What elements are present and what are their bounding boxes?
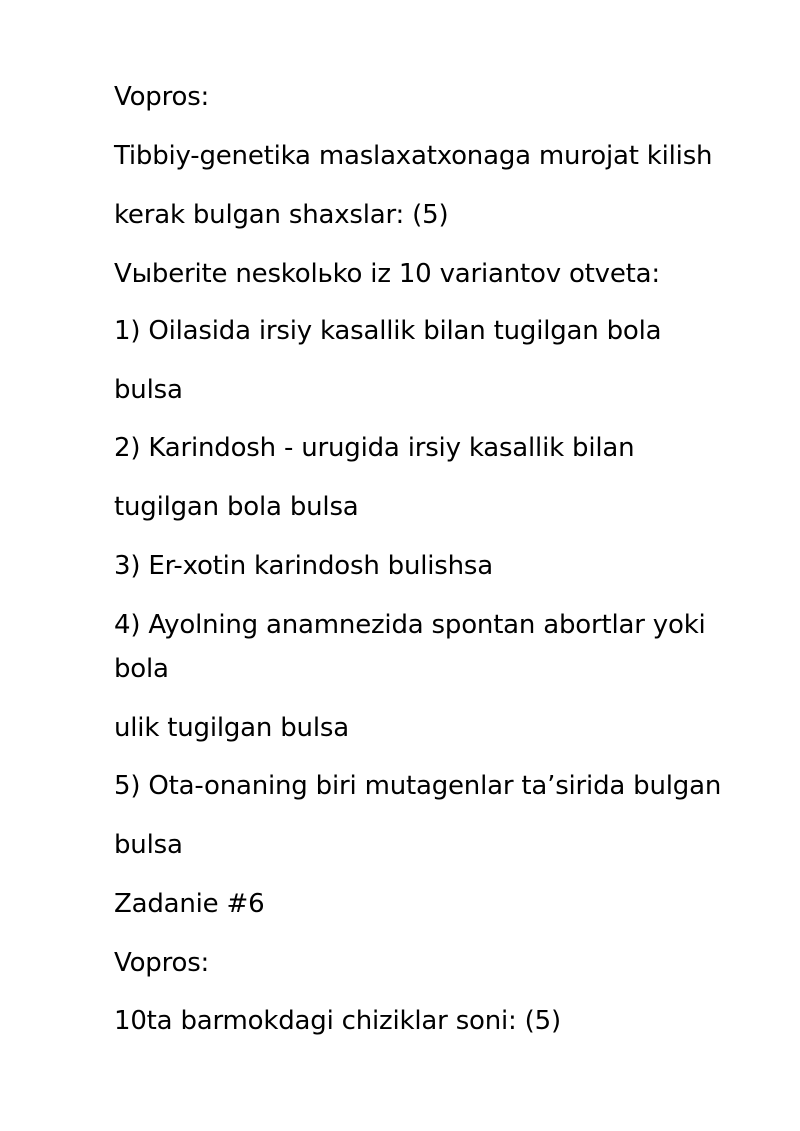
answer-instruction: Vыberite neskolьko iz 10 variantov otveta: — [114, 259, 660, 289]
option-1-line-2: bulsa — [114, 375, 183, 405]
question-heading-2: Vopros: — [114, 948, 210, 978]
option-4-line-1: 4) Ayolning anamnezida spontan abortlar yoki — [114, 610, 706, 640]
question-text-line-2: kerak bulgan shaxslar: (5) — [114, 200, 449, 230]
option-5-line-2: bulsa — [114, 830, 183, 860]
option-4-line-2: bola — [114, 654, 169, 684]
option-4-line-3: ulik tugilgan bulsa — [114, 713, 349, 743]
option-2-line-2: tugilgan bola bulsa — [114, 492, 359, 522]
question-text-line-1: Tibbiy-genetika maslaxatxonaga murojat kilish — [114, 141, 713, 171]
option-1-line-1: 1) Oilasida irsiy kasallik bilan tugilgan bola — [114, 316, 662, 346]
task-heading: Zadanie #6 — [114, 889, 265, 919]
option-2-line-1: 2) Karindosh - urugida irsiy kasallik bilan — [114, 433, 635, 463]
question-text-2: 10ta barmokdagi chiziklar soni: (5) — [114, 1006, 561, 1036]
option-3: 3) Er-xotin karindosh bulishsa — [114, 551, 493, 581]
question-heading: Vopros: — [114, 82, 210, 112]
option-5-line-1: 5) Ota-onaning biri mutagenlar ta’sirida bulgan — [114, 771, 722, 801]
